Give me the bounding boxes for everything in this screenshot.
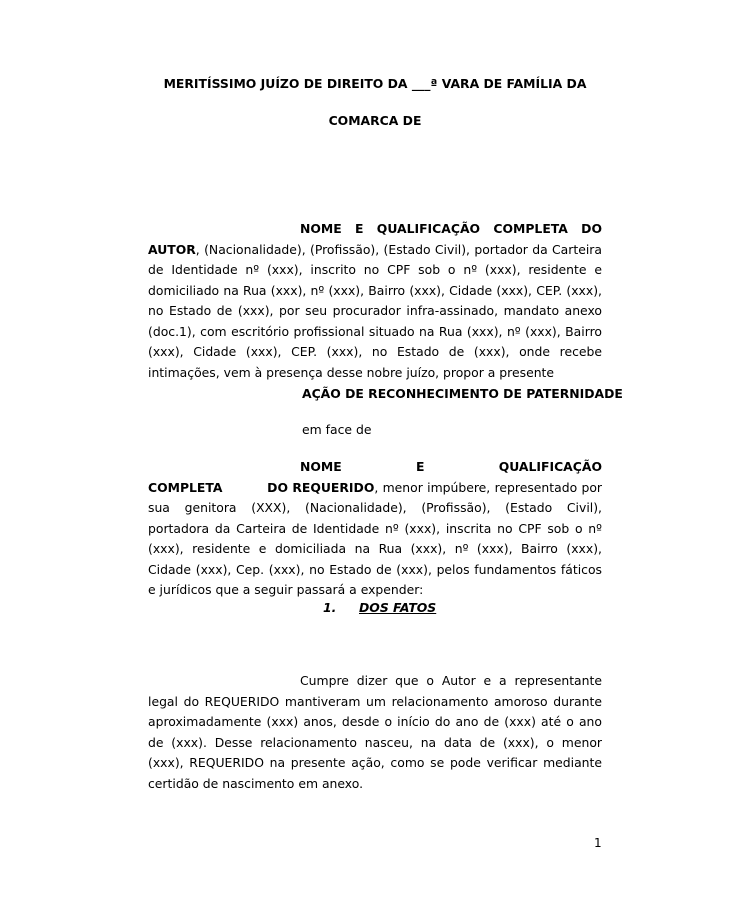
facts-paragraph (148, 671, 602, 794)
autor-qualification-text: , (Nacionalidade), (Profissão), (Estado Civil), portador da Carteira de Identidade nº (xxx), inscrito no CPF sob o nº (xxx), residente e domiciliado na Rua (xxx), nº (xxx), Bairro (xxx), Cidade (xxx), CEP. (xxx), no Estado de (xxx), por seu procurador infra-assinado, mandato anexo (doc.1), com escritório profissional situado na Rua (xxx), nº (xxx), Bairro (xxx), Cidade (xxx), CEP. (xxx), no Estado de (xxx), onde recebe intimações, vem à presença desse nobre juízo, propor a presente (148, 241, 602, 380)
requerido-name-label-part1: NOME E QUALIFICAÇÃO COMPLETA DO (148, 459, 602, 495)
action-title: AÇÃO DE RECONHECIMENTO DE PATERNIDADE (302, 386, 623, 401)
autor-name-label: NOME E QUALIFICAÇÃO COMPLETA DO AUTOR (148, 221, 602, 257)
section-title: DOS FATOS (359, 600, 437, 615)
facts-text: Cumpre dizer que o Autor e a representante legal do REQUERIDO mantiveram um relacionamento amoroso durante aproximadamente (xxx) anos, desde o início do ano de (xxx) até o ano de (xxx). Desse relacionamento nasceu, na data de (xxx), o menor (xxx), REQUERIDO na presente ação, como se pode verificar mediante certidão de nascimento em anexo. (148, 673, 602, 791)
requerido-paragraph (148, 457, 602, 601)
page-number: 1 (594, 836, 602, 850)
section-heading (323, 600, 436, 615)
em-face-text: em face de (302, 422, 372, 437)
court-heading-line2: COMARCA DE (328, 113, 422, 128)
court-heading-line1: MERITÍSSIMO JUÍZO DE DIREITO DA ___ª VARA DE FAMÍLIA DA (163, 76, 587, 91)
section-number: 1. (323, 600, 337, 615)
autor-paragraph (148, 219, 602, 383)
requerido-qualification-text: , menor impúbere, representado por sua genitora (XXX), (Nacionalidade), (Profissão), (Estado Civil), portadora da Carteira de Identidade nº (xxx), inscrita no CPF sob o nº (xxx), residente e domiciliada na Rua (xxx), nº (xxx), Bairro (xxx), Cidade (xxx), Cep. (xxx), no Estado de (xxx), pelos fundamentos fáticos e jurídicos que a seguir passará a expender: (148, 479, 602, 597)
requerido-name-label-part2: REQUERIDO (292, 479, 375, 495)
